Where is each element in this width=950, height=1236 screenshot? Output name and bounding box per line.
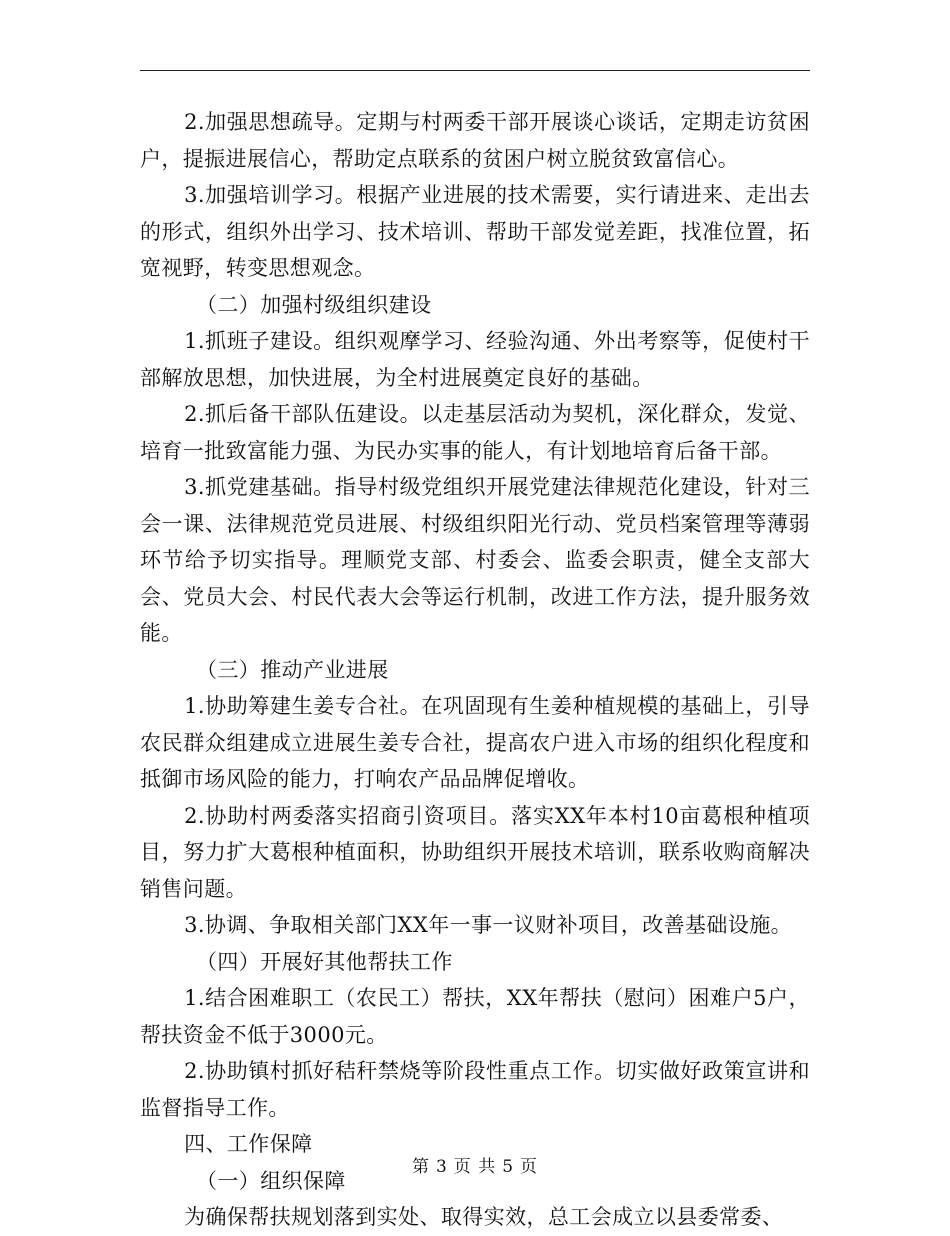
- footer-prefix: 第: [411, 1157, 430, 1177]
- footer-suffix: 页: [520, 1157, 539, 1177]
- paragraph: 2.协助镇村抓好秸秆禁烧等阶段性重点工作。切实做好政策宣讲和监督指导工作。: [140, 1059, 810, 1120]
- header-rule: [140, 70, 810, 71]
- current-page-number: 3: [435, 1157, 448, 1177]
- section-heading: （一）组织保障: [196, 1168, 346, 1193]
- page-footer: [0, 1152, 950, 1177]
- section-heading: （四）开展好其他帮扶工作: [196, 949, 453, 974]
- section-heading: （二）加强村级组织建设: [196, 292, 432, 317]
- document-body: [140, 104, 810, 1236]
- paragraph: 1.协助筹建生姜专合社。在巩固现有生姜种植规模的基础上，引导农民群众组建成立进展生姜专合社，提高农户进入市场的组织化程度和抵御市场风险的能力，打响农产品品牌促增收。: [140, 694, 810, 791]
- paragraph: 3.加强培训学习。根据产业进展的技术需要，实行请进来、走出去的形式，组织外出学习、技术培训、帮助干部发觉差距，找准位置，拓宽视野，转变思想观念。: [140, 183, 810, 280]
- paragraph: 2.抓后备干部队伍建设。以走基层活动为契机，深化群众，发觉、培育一批致富能力强、为民办实事的能人，有计划地培育后备干部。: [140, 402, 810, 463]
- paragraph: 1.抓班子建设。组织观摩学习、经验沟通、外出考察等，促使村干部解放思想，加快进展，为全村进展奠定良好的基础。: [140, 329, 810, 390]
- total-page-count: 5: [502, 1157, 515, 1177]
- section-heading: （三）推动产业进展: [196, 657, 389, 682]
- paragraph: 2.加强思想疏导。定期与村两委干部开展谈心谈话，定期走访贫困户，提振进展信心，帮助定点联系的贫困户树立脱贫致富信心。: [140, 110, 810, 171]
- paragraph: 3.抓党建基础。指导村级党组织开展党建法律规范化建设，针对三会一课、法律规范党员进展、村级组织阳光行动、党员档案管理等薄弱环节给予切实指导。理顺党支部、村委会、监委会职责，健全支部大会、党员大会、村民代表大会等运行机制，改进工作方法，提升服务效能。: [140, 475, 810, 645]
- paragraph: 2.协助村两委落实招商引资项目。落实XX年本村10亩葛根种植项目，努力扩大葛根种植面积，协助组织开展技术培训，联系收购商解决销售问题。: [140, 803, 810, 901]
- paragraph: 为确保帮扶规划落到实处、取得实效，总工会成立以县委常委、: [184, 1205, 784, 1229]
- section-heading: 四、工作保障: [184, 1132, 313, 1156]
- paragraph: 1.结合困难职工（农民工）帮扶，XX年帮扶（慰问）困难户5户，帮扶资金不低于3000元。: [140, 986, 810, 1047]
- paragraph: 3.协调、争取相关部门XX年一事一议财补项目，改善基础设施。: [184, 913, 793, 937]
- footer-middle: 页 共: [453, 1157, 497, 1177]
